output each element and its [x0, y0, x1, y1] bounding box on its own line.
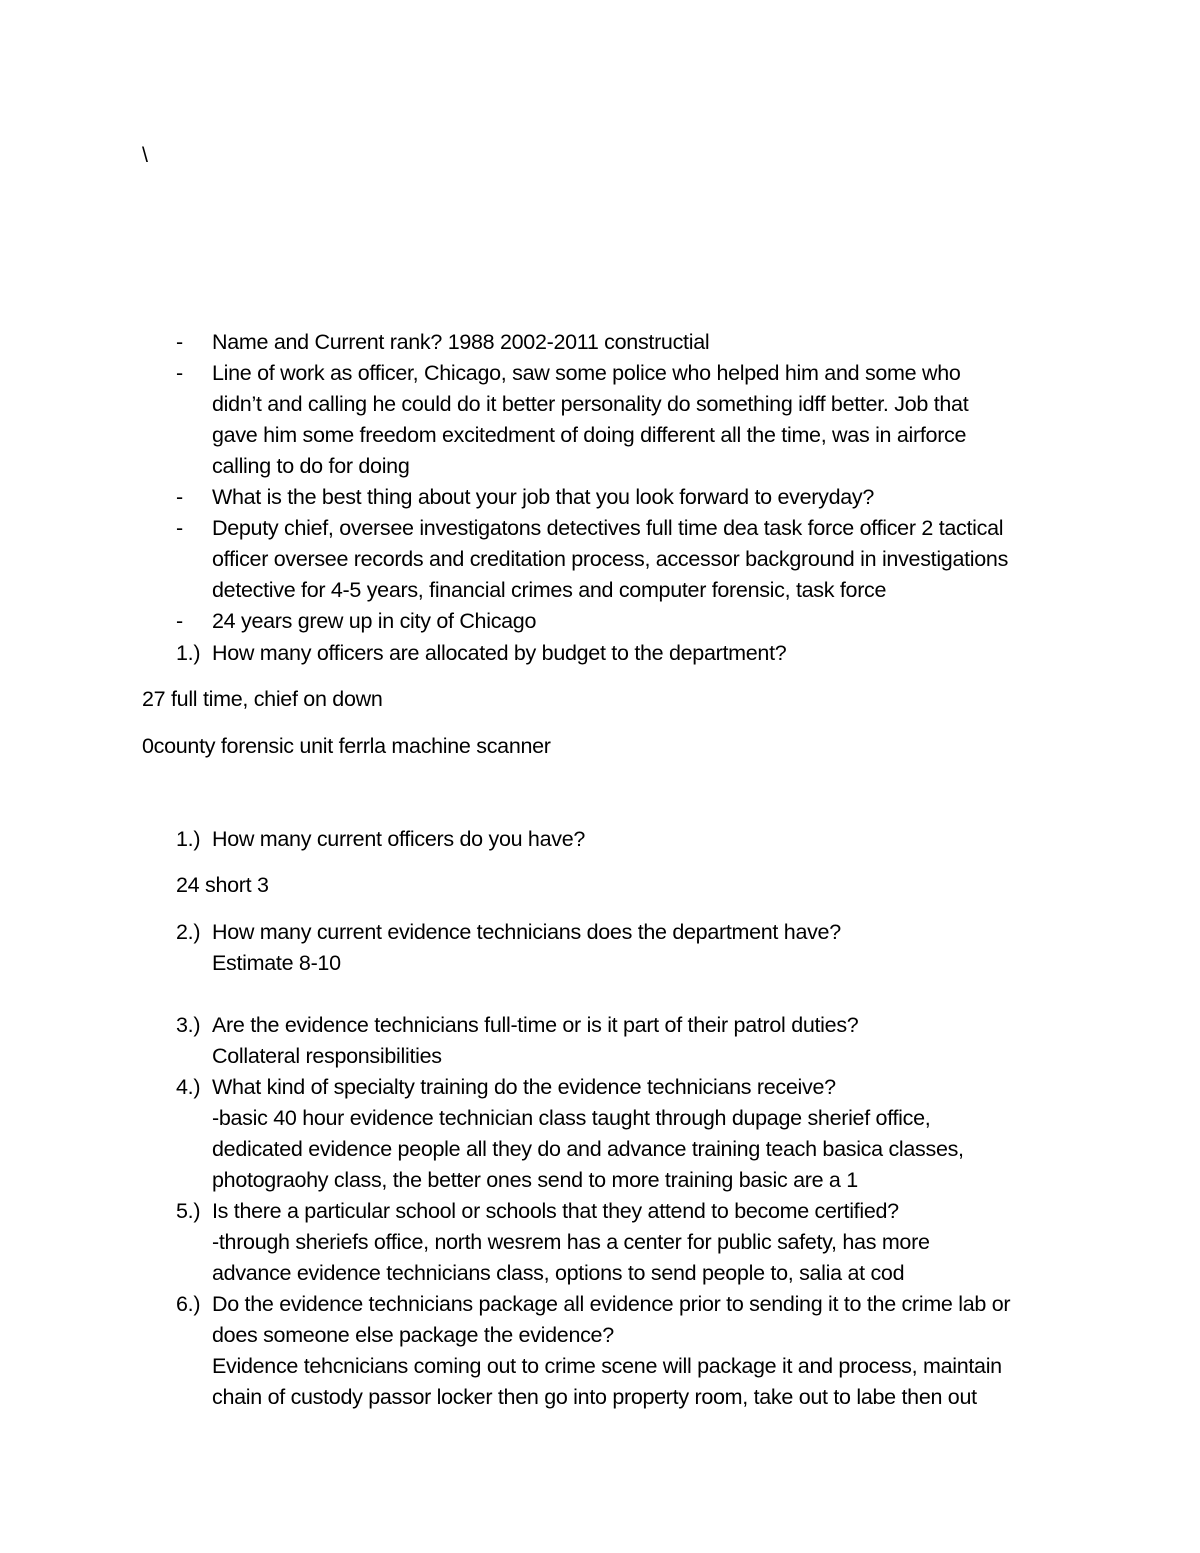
answer-text: -basic 40 hour evidence technician class taught through dupage sherief office, [212, 1106, 931, 1130]
note-text: 0county forensic unit ferrla machine scanner [142, 734, 551, 758]
answer-text: advance evidence technicians class, options to send people to, salia at cod [212, 1261, 905, 1285]
answer-text: Collateral responsibilities [212, 1044, 442, 1068]
bullet-text: didn’t and calling he could do it better personality do something idff better. Job that [212, 392, 969, 416]
bullet-text: calling to do for doing [212, 454, 410, 478]
bullet-text: officer oversee records and creditation process, accessor background in investigations [212, 547, 1009, 571]
bullet-marker: - [176, 361, 183, 385]
bullet-marker: - [176, 330, 183, 354]
answer-text: Estimate 8-10 [212, 951, 341, 975]
answer-text: photograohy class, the better ones send to more training basic are a 1 [212, 1168, 858, 1192]
bullet-text: 24 years grew up in city of Chicago [212, 609, 537, 633]
bullet-text: Line of work as officer, Chicago, saw some police who helped him and some who [212, 361, 961, 385]
question-text: How many current evidence technicians does the department have? [212, 920, 841, 944]
answer-text: -through sheriefs office, north wesrem has a center for public safety, has more [212, 1230, 930, 1254]
question-text: How many officers are allocated by budget to the department? [212, 641, 787, 665]
bullet-text: Name and Current rank? 1988 2002-2011 constructial [212, 330, 710, 354]
question-text: How many current officers do you have? [212, 827, 586, 851]
answer-text: dedicated evidence people all they do and advance training teach basica classes, [212, 1137, 964, 1161]
bullet-text: gave him some freedom excitedment of doing different all the time, was in airforce [212, 423, 967, 447]
bullet-marker: - [176, 609, 183, 633]
question-text: Do the evidence technicians package all evidence prior to sending it to the crime lab or [212, 1292, 1011, 1316]
question-number: 3.) [176, 1013, 201, 1037]
question-text: does someone else package the evidence? [212, 1323, 614, 1347]
question-number: 1.) [176, 827, 201, 851]
bullet-marker: - [176, 485, 183, 509]
question-number: 1.) [176, 641, 201, 665]
bullet-text: What is the best thing about your job that you look forward to everyday? [212, 485, 875, 509]
answer-text: 27 full time, chief on down [142, 687, 383, 711]
question-text: Are the evidence technicians full-time or is it part of their patrol duties? [212, 1013, 859, 1037]
question-number: 5.) [176, 1199, 201, 1223]
top-backslash-mark: \ [142, 143, 148, 167]
answer-text: chain of custody passor locker then go into property room, take out to labe then out [212, 1385, 977, 1409]
question-number: 2.) [176, 920, 201, 944]
question-text: Is there a particular school or schools that they attend to become certified? [212, 1199, 899, 1223]
question-number: 4.) [176, 1075, 201, 1099]
question-text: What kind of specialty training do the evidence technicians receive? [212, 1075, 836, 1099]
bullet-text: detective for 4-5 years, financial crimes and computer forensic, task force [212, 578, 887, 602]
question-number: 6.) [176, 1292, 201, 1316]
bullet-marker: - [176, 516, 183, 540]
bullet-text: Deputy chief, oversee investigatons detectives full time dea task force officer 2 tactical [212, 516, 1004, 540]
answer-text: 24 short 3 [176, 873, 269, 897]
answer-text: Evidence tehcnicians coming out to crime scene will package it and process, maintain [212, 1354, 1002, 1378]
